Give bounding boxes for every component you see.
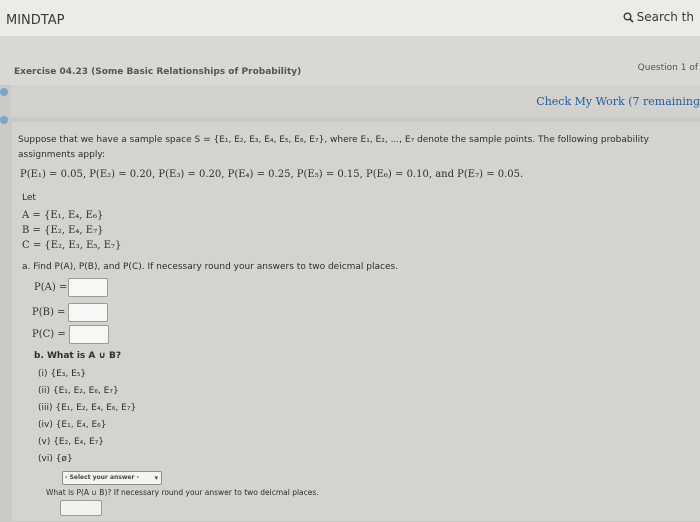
pa-input[interactable] [68,278,108,297]
nav-dot-icon[interactable] [0,116,8,124]
check-row [10,85,700,117]
pb-label: P(B) = [32,307,66,318]
set-b: B = {E₂, E₄, E₇} [22,225,104,236]
exercise-header [0,37,700,85]
pa-label: P(A) = [34,282,68,293]
pc-label: P(C) = [32,329,66,340]
search-label: Search th [636,10,694,24]
set-a: A = {E₁, E₄, E₆} [22,210,104,221]
let-label: Let [22,193,36,203]
pc-input[interactable] [69,325,109,344]
left-navigation-rail [0,82,10,522]
question-indicator[interactable]: Question 1 of [637,63,698,73]
set-c: C = {E₂, E₃, E₅, E₇} [22,240,122,251]
option-i: (i) {E₃, E₅} [38,369,87,379]
intro-text-line1: Suppose that we have a sample space S = {E₁, E₂, E₃, E₄, E₅, E₆, E₇}, where E₁, E₂, ..., E₇ denote the sample points. The following probability [18,135,649,145]
exercise-title: Exercise 04.23 (Some Basic Relationships of Probability) [14,67,302,77]
check-my-work-link[interactable]: Check My Work (7 remaining [536,95,700,108]
probability-assignments: P(E₁) = 0.05, P(E₂) = 0.20, P(E₃) = 0.20, P(E₄) = 0.25, P(E₅) = 0.15, P(E₆) = 0.10, and P(E₇) = 0.05. [20,169,524,180]
search-button[interactable] [623,10,694,24]
answer-select[interactable] [62,471,162,485]
top-bar [0,0,700,37]
intro-text-line2: assignments apply: [18,150,106,160]
option-vi: (vi) {ø} [38,454,73,464]
answer-select-label: - Select your answer - [65,474,140,481]
option-v: (v) {E₂, E₄, E₇} [38,437,104,447]
part-a-prompt: a. Find P(A), P(B), and P(C). If necessary round your answers to two deicmal places. [22,262,399,272]
part-b-prompt: b. What is A ∪ B? [34,351,122,361]
pb-input[interactable] [68,303,108,322]
option-iii: (iii) {E₁, E₂, E₄, E₆, E₇} [38,403,137,413]
nav-dot-icon[interactable] [0,88,8,96]
option-iv: (iv) {E₁, E₄, E₆} [38,420,107,430]
chevron-down-icon: ▾ [154,474,158,482]
search-icon [623,12,634,23]
p-a-union-b-input[interactable] [60,500,102,516]
option-ii: (ii) {E₁, E₂, E₆, E₇} [38,386,119,396]
part-b-followup: What is P(A ∪ B)? If necessary round your answer to two deicmal places. [46,488,319,497]
brand-logo: MINDTAP [6,13,65,28]
problem-panel [12,122,700,521]
